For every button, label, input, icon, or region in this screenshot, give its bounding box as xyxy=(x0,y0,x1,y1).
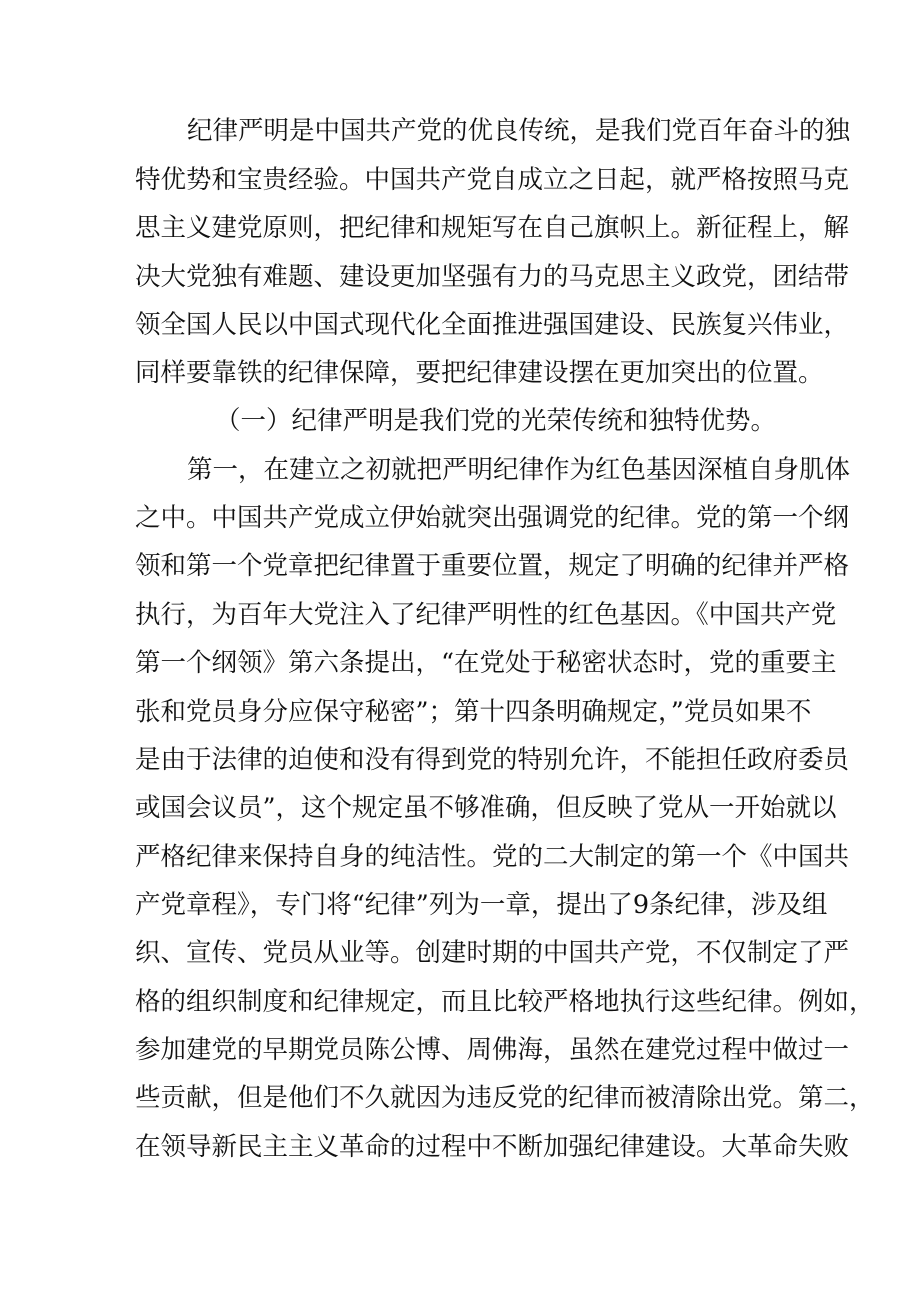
paragraph-2-line-15: 在领导新民主主义革命的过程中不断加强纪律建设。大革命失败 xyxy=(135,1132,850,1162)
paragraph-1-line-3: 思主义建党原则，把纪律和规矩写在自己旗帜上。新征程上，解 xyxy=(135,213,850,243)
paragraph-2-line-3: 领和第一个党章把纪律置于重要位置，规定了明确的纪律并严格 xyxy=(135,551,850,581)
section-heading: （一）纪律严明是我们党的光荣传统和独特优势。 xyxy=(215,406,777,436)
paragraph-1-line-4: 决大党独有难题、建设更加坚强有力的马克思主义政党，团结带 xyxy=(135,262,850,292)
paragraph-2-line-13: 参加建党的早期党员陈公博、周佛海，虽然在建党过程中做过一 xyxy=(135,1035,850,1065)
paragraph-2-line-5: 第一个纲领》第六条提出，“在党处于秘密状态时，党的重要主 xyxy=(135,648,837,678)
paragraph-1-line-2: 特优势和宝贵经验。中国共产党自成立之日起，就严格按照马克 xyxy=(135,165,850,195)
paragraph-1-line-6: 同样要靠铁的纪律保障，要把纪律建设摆在更加突出的位置。 xyxy=(135,358,824,388)
paragraph-2-line-11: 织、宣传、党员从业等。创建时期的中国共产党，不仅制定了严 xyxy=(135,938,850,968)
paragraph-2-line-1: 第一，在建立之初就把严明纪律作为红色基因深植自身肌体 xyxy=(187,455,851,485)
paragraph-2-line-7: 是由于法律的迫使和没有得到党的特别允许，不能担任政府委员 xyxy=(135,745,850,775)
paragraph-2-line-8: 或国会议员”，这个规定虽不够准确，但反映了党从一开始就以 xyxy=(135,793,837,823)
paragraph-1-line-1: 纪律严明是中国共产党的优良传统，是我们党百年奋斗的独 xyxy=(187,116,851,146)
paragraph-2-line-10: 产党章程》，专门将“纪律”列为一章，提出了9条纪律，涉及组 xyxy=(135,890,828,920)
paragraph-2-line-2: 之中。中国共产党成立伊始就突出强调党的纪律。党的第一个纲 xyxy=(135,503,850,533)
paragraph-2-line-4: 执行，为百年大党注入了纪律严明性的红色基因。《中国共产党 xyxy=(135,600,837,630)
paragraph-2-line-14: 些贡献，但是他们不久就因为违反党的纪律而被清除出党。第二， xyxy=(135,1083,875,1113)
paragraph-2-line-12: 格的组织制度和纪律规定，而且比较严格地执行这些纪律。例如， xyxy=(135,987,875,1017)
paragraph-2-line-6: 张和党员身分应保守秘密”；第十四条明确规定，”党员如果不 xyxy=(135,697,812,727)
paragraph-2-line-9: 严格纪律来保持自身的纯洁性。党的二大制定的第一个《中国共 xyxy=(135,842,850,872)
paragraph-1-line-5: 领全国人民以中国式现代化全面推进强国建设、民族复兴伟业， xyxy=(135,310,850,340)
